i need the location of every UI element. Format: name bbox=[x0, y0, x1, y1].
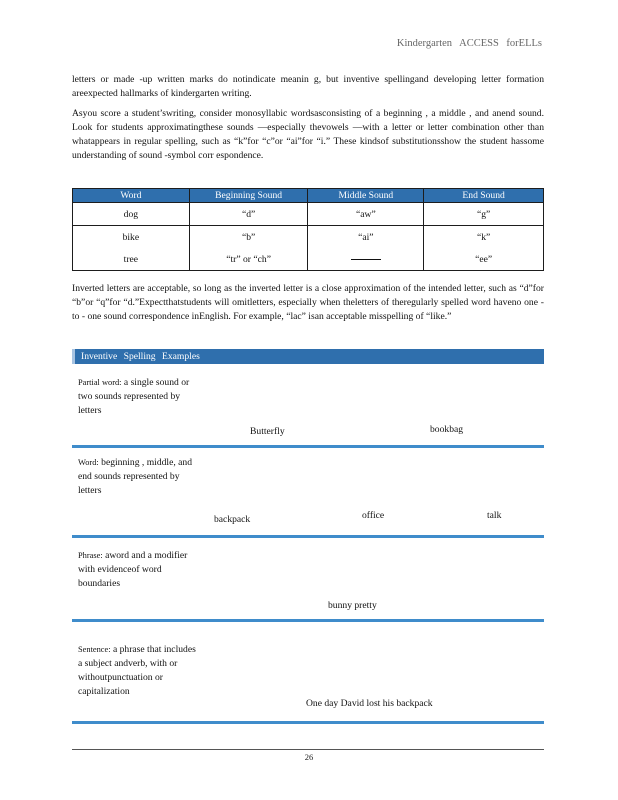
examples-title-bar: Inventive Spelling Examples bbox=[72, 349, 544, 364]
no-middle-sound-dash bbox=[351, 259, 381, 260]
example-row-partial-word bbox=[72, 370, 544, 448]
example-word: bunny pretty bbox=[328, 600, 377, 611]
cell-middle bbox=[308, 249, 424, 271]
sound-table bbox=[72, 188, 544, 271]
example-description: a phrase that includes a subject andverb, with or withoutpunctuation or capitalization bbox=[78, 644, 196, 697]
example-word: One day David lost his backpack bbox=[306, 698, 433, 709]
cell-middle: “aw” bbox=[308, 203, 424, 226]
example-label bbox=[78, 643, 198, 699]
cell-end: “k” bbox=[424, 226, 544, 249]
example-label bbox=[78, 376, 198, 418]
paragraph-inverted-letters: Inverted letters are acceptable, so long as the inverted letter is a close approximation of the intended letter, such as “d”for “b”or “q”for “d.”Expectthatstudents will omitletters, especially when theletters of theregularly spelled word haveno one - to - one sound correspondence inEnglish. For example, “lac” isan acceptable misspelling of “like.” bbox=[72, 283, 544, 322]
example-label bbox=[78, 456, 198, 498]
example-description: aword and a modifier with evidenceof word boundaries bbox=[78, 550, 188, 589]
col-beginning: Beginning Sound bbox=[189, 189, 308, 203]
cell-end: “ee” bbox=[424, 249, 544, 271]
running-header: Kindergarten ACCESS forELLs bbox=[396, 38, 542, 49]
example-word: talk bbox=[487, 510, 502, 521]
example-keyword: Partial word: bbox=[78, 378, 122, 387]
cell-end: “g” bbox=[424, 203, 544, 226]
example-word: bookbag bbox=[430, 424, 464, 435]
table-row bbox=[73, 249, 544, 271]
paragraph-scoring: Asyou score a student’swriting, consider monosyllabic wordsasconsisting of a beginning , a middle , and anend sound. Look for students approximatingthese sounds —especially thevowels —with a letter or letter combination other than whatappears in regular spelling, such as “k”for “c”or “ai”for “i.” These kindsof substitutionsshow the student hassome understanding of sound -symbol corr espondence. bbox=[72, 108, 544, 161]
example-row-phrase bbox=[72, 538, 544, 622]
col-middle: Middle Sound bbox=[308, 189, 424, 203]
footer-divider bbox=[72, 749, 544, 750]
example-description: beginning , middle, and end sounds represented by letters bbox=[78, 457, 193, 496]
example-word: Butterfly bbox=[250, 426, 285, 437]
sound-table-header bbox=[73, 189, 544, 203]
example-word: backpack bbox=[214, 514, 251, 525]
example-keyword: Phrase: bbox=[78, 551, 103, 560]
table-row bbox=[73, 226, 544, 249]
example-row-word bbox=[72, 448, 544, 538]
example-word: office bbox=[362, 510, 385, 521]
example-description: a single sound or two sounds represented by letters bbox=[78, 377, 190, 416]
col-end: End Sound bbox=[424, 189, 544, 203]
cell-word: dog bbox=[73, 203, 190, 226]
cell-middle: “ai” bbox=[308, 226, 424, 249]
example-keyword: Sentence: bbox=[78, 645, 111, 654]
example-row-sentence bbox=[72, 622, 544, 724]
cell-word: bike bbox=[73, 226, 190, 249]
cell-beginning: “b” bbox=[189, 226, 308, 249]
table-row bbox=[73, 203, 544, 226]
example-keyword: Word: bbox=[78, 458, 99, 467]
cell-beginning: “tr” or “ch” bbox=[189, 249, 308, 271]
paragraph-intro: letters or made -up written marks do notindicate meanin g, but inventive spellingand developing letter formation areexpected hallmarks of kindergarten writing. bbox=[72, 74, 544, 99]
col-word: Word bbox=[73, 189, 190, 203]
cell-word: tree bbox=[73, 249, 190, 271]
cell-beginning: “d” bbox=[189, 203, 308, 226]
example-label bbox=[78, 549, 198, 591]
page-number: 26 bbox=[304, 752, 314, 762]
